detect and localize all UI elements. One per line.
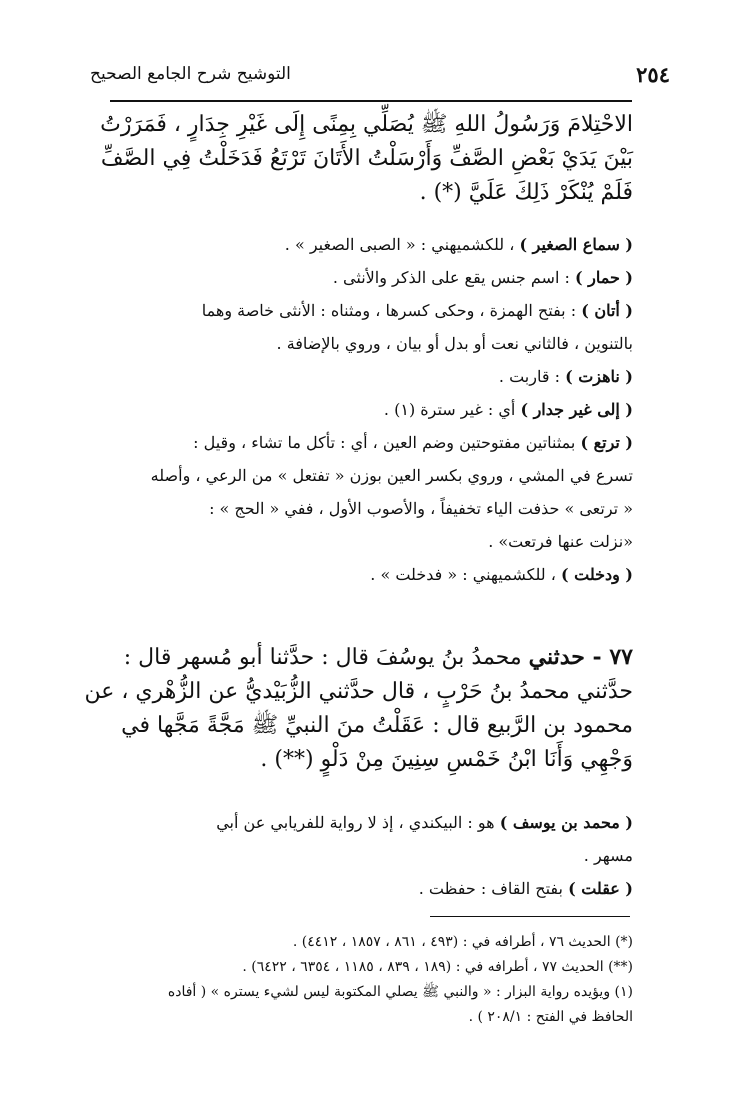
note-line: مسهر . [583, 846, 633, 865]
note-term: ( سماع الصغير ) [519, 235, 633, 254]
hadith-number: ٧٧ - حدثني [528, 644, 633, 670]
note-term: ( محمد بن يوسف ) [499, 813, 633, 832]
note-text: أي : غير سترة (١) . [383, 400, 521, 419]
footnote-line: الحافظ في الفتح : ٢٠٨/١ ) . [468, 1009, 633, 1025]
note-line: بالتنوين ، فالثاني نعت أو بدل أو بيان ، وروي بالإضافة . [276, 334, 633, 353]
note-text: بمثناتين مفتوحتين وضم العين ، أي : تأكل ما تشاء ، وقيل : [193, 433, 581, 452]
footnotes [111, 930, 633, 1030]
note-term: ( حمار ) [574, 268, 633, 287]
hadith-77-commentary [111, 806, 633, 905]
text-line [111, 640, 633, 675]
note-line [111, 426, 633, 459]
note-line [111, 872, 633, 905]
note-term: ( ودخلت ) [560, 565, 633, 584]
note-term: ( أتان ) [581, 301, 633, 320]
note-line: « ترتعى » حذفت الياء تخفيفاً ، والأصوب الأول ، ففي « الحج » : [209, 499, 633, 518]
page-number: ٢٥٤ [636, 62, 670, 87]
note-term: ( ناهزت ) [565, 367, 633, 386]
text-line: حدَّثني محمدُ بنُ حَرْبٍ ، قال حدَّثني الزُّبَيْديُّ عن الزُّهْري ، عن [84, 679, 633, 704]
text-line: وَجْهِي وَأَنَا ابْنُ خَمْسِ سِنِينَ مِنْ دَلْوٍ (**) . [260, 747, 633, 772]
footnote-rule [430, 916, 630, 917]
note-line [111, 261, 633, 294]
note-text: : اسم جنس يقع على الذكر والأنثى . [332, 268, 575, 287]
note-text: بفتح القاف : حفظت . [418, 879, 569, 898]
note-line: «نزلت عنها فرتعت» . [488, 532, 633, 551]
footnote-line: (**) الحديث ٧٧ ، أطرافه في : (١٨٩ ، ٨٣٩ ، ١١٨٥ ، ٦٣٥٤ ، ٦٤٢٢) . [242, 959, 633, 975]
note-line: تسرع في المشي ، وروي بكسر العين بوزن « تفتعل » من الرعي ، وأصله [150, 466, 633, 485]
text-line: بَيْنَ يَدَيْ بَعْضِ الصَّفِّ وَأَرْسَلْتُ الأَتَانَ تَرْتَعُ فَدَخَلْتُ فِي الصَّفِّ [100, 146, 633, 171]
note-line [111, 558, 633, 591]
note-line [111, 228, 633, 261]
note-term: ( إلى غير جدار ) [520, 400, 633, 419]
note-line [111, 294, 633, 327]
note-term: ( ترتع ) [580, 433, 633, 452]
text-line: محمود بن الرَّبيع قال : عَقَلْتُ منَ النبيِّ ﷺ مَجَّةً مَجَّها في [121, 713, 633, 738]
text-line: فَلَمْ يُنْكَرْ ذَلِكَ عَلَيَّ (*) . [419, 180, 633, 205]
book-title: التوشيح شرح الجامع الصحيح [90, 64, 291, 84]
isnad-text: محمدُ بنُ يوسُفَ قال : حدَّثنا أبو مُسهر قال : [123, 645, 529, 670]
note-line [111, 393, 633, 426]
note-term: ( عقلت ) [568, 879, 633, 898]
footnote-line: (*) الحديث ٧٦ ، أطرافه في : (٤٩٣ ، ٨٦١ ، ١٨٥٧ ، ٤٤١٢) . [292, 934, 633, 950]
text-line: الاحْتِلامَ وَرَسُولُ اللهِ ﷺ يُصَلِّي بِمِنًى إِلَى غَيْرِ جِدَارٍ ، فَمَرَرْتُ [100, 112, 633, 137]
footnote-line: (١) ويؤيده رواية البزار : « والنبي ﷺ يصلي المكتوبة ليس لشيء يستره » ( أفاده [167, 984, 633, 1000]
note-text: هو : البيكندي ، إذ لا رواية للفريابي عن أبي [216, 813, 500, 832]
header-rule [110, 100, 632, 102]
hadith-76-commentary [111, 228, 633, 591]
note-text: ، للكشميهني : « الصبى الصغير » . [284, 235, 520, 254]
note-text: : قاربت . [498, 367, 566, 386]
note-line [111, 806, 633, 839]
note-text: ، للكشميهني : « فدخلت » . [370, 565, 561, 584]
hadith-77-text [84, 640, 633, 777]
hadith-76-text [100, 108, 633, 210]
running-header [90, 62, 670, 96]
note-text: : بفتح الهمزة ، وحكى كسرها ، ومثناه : الأنثى خاصة وهما [201, 301, 582, 320]
note-line [111, 360, 633, 393]
